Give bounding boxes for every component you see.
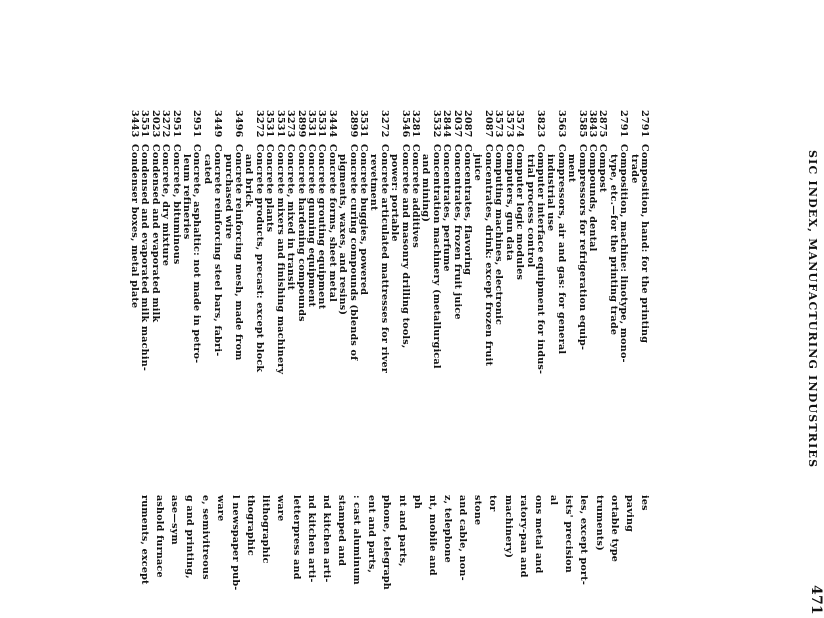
index-entry (555, 110, 567, 354)
index-entry (607, 110, 619, 335)
page-number: 471 (808, 585, 824, 615)
entry-text: Compressors for refrigeration equip- (576, 144, 588, 351)
entry-text: Composition, machine: linotype, mono- (618, 144, 630, 363)
index-entry (399, 110, 411, 348)
entry-text: leum refineries (181, 154, 193, 240)
sic-code: 3573 (493, 110, 505, 138)
sic-code: 3272 (378, 110, 390, 138)
index-entry (138, 110, 150, 371)
sic-code: 2875 (597, 110, 609, 138)
index-entry (576, 110, 588, 350)
entry-text: juice (472, 154, 484, 182)
index-entry (315, 110, 327, 309)
entry-text: Condensed and evaporated milk (149, 144, 161, 323)
entry-text: pigments, waxes, and resins) (337, 154, 349, 316)
left-entry: ware (214, 495, 226, 522)
index-entry (243, 110, 255, 207)
index-entry (128, 110, 140, 308)
sic-code: 3272 (253, 110, 265, 138)
index-entry (367, 110, 379, 211)
sic-code: 3574 (514, 110, 526, 138)
entry-text: purchased wire (222, 154, 234, 240)
entry-text: Condensed and evaporated milk machin- (139, 144, 151, 372)
index-entry (534, 110, 546, 374)
sic-code: 3531 (274, 110, 286, 138)
index-entry (378, 110, 390, 373)
index-entry (263, 110, 275, 232)
left-entry: thographic (245, 495, 257, 556)
index-entry (305, 110, 317, 307)
index-entry (274, 110, 286, 374)
index-entry (440, 110, 452, 272)
index-entry (295, 110, 307, 322)
left-entry: phone, telegraph (381, 495, 393, 590)
sic-code: 3843 (586, 110, 598, 138)
index-entry (284, 110, 296, 290)
sic-code: 2899 (295, 110, 307, 138)
index-entry (326, 110, 338, 302)
index-entry (586, 110, 598, 252)
left-entry: al (548, 495, 560, 506)
index-entry (596, 110, 608, 193)
left-entry: les, except port- (578, 495, 590, 586)
sic-code: 2791 (639, 110, 650, 138)
left-entry: l newspaper pub- (229, 495, 241, 591)
sic-code: 3823 (534, 110, 546, 138)
index-entry (170, 110, 182, 265)
sic-code: 3585 (576, 110, 588, 138)
entry-text: Computer interface equipment for indus- (534, 144, 546, 375)
sic-code: 3449 (212, 110, 224, 138)
index-entry (336, 110, 348, 315)
index-entry (232, 110, 244, 361)
index-entry (347, 110, 359, 360)
left-entry: stone (472, 495, 484, 526)
entry-text: Composition, hand: for the printing (639, 144, 650, 344)
index-entry (524, 110, 536, 268)
entry-text: Concentrates, frozen fruit juice (451, 144, 463, 320)
index-entry (211, 110, 223, 356)
sic-code: 3563 (555, 110, 567, 138)
entry-text: Concrete curing compounds (blends of (347, 144, 359, 361)
sic-code: 2951 (170, 110, 182, 138)
index-entry (544, 110, 556, 231)
index-entry (357, 110, 369, 295)
entry-text: Concentration machinery (metallurgical (430, 144, 442, 369)
entry-text: cated (201, 154, 213, 185)
index-entry (565, 110, 577, 182)
left-entry: machinery) (502, 495, 514, 559)
index-entry (461, 110, 473, 275)
sic-code: 3273 (285, 110, 297, 138)
entry-text: Condenser boxes, metal plate (129, 144, 140, 309)
left-entry: : cast aluminum (351, 495, 363, 585)
entry-text: Concrete reinforcing steel bars, fabri- (212, 144, 224, 357)
index-entry (222, 110, 234, 239)
entry-text: type, etc.—for the printing trade (607, 154, 619, 336)
index-entry (492, 110, 504, 325)
left-entry: nd kitchen arti- (305, 495, 317, 583)
index-entry (149, 110, 161, 322)
entry-text: Concrete, dry mixture (160, 144, 172, 267)
left-entry: tor (487, 495, 499, 512)
left-entry: and cable, non- (457, 495, 469, 581)
entry-text: Compost (597, 144, 609, 193)
index-entry (253, 110, 265, 372)
sic-code: 2791 (618, 110, 630, 138)
left-entry: ruments, except (139, 495, 150, 585)
left-entry: nt, mobile and (426, 495, 438, 576)
left-entry: ists' precision (563, 495, 575, 573)
left-entry: ortable type (608, 495, 620, 563)
index-entry (409, 110, 421, 248)
index-entry (388, 110, 400, 242)
sic-code: 3272 (160, 110, 172, 138)
left-entry: nd kitchen arti- (320, 495, 332, 583)
entry-text: Concrete, asphaltic: not made in petro- (191, 144, 203, 364)
left-entry: ons metal and (532, 495, 544, 574)
index-entry (638, 110, 650, 343)
sic-code: 2087 (482, 110, 494, 138)
entry-text: Concrete articulated mattresses for river (378, 144, 390, 374)
index-entry (190, 110, 202, 363)
left-entry: truments) (593, 495, 605, 551)
left-entry: ies (639, 495, 650, 511)
index-entry (513, 110, 525, 280)
entry-text: power: portable (389, 154, 401, 242)
sic-code: 3531 (357, 110, 369, 138)
left-entry: letterpress and (290, 495, 302, 580)
sic-code: 3573 (503, 110, 515, 138)
header-title: SIC INDEX, MANUFACTURING INDUSTRIES (806, 150, 819, 469)
running-header (806, 150, 818, 468)
entry-text: and mining) (420, 154, 432, 223)
left-entry: ratory-pan and (517, 495, 529, 578)
sic-code: 3281 (410, 110, 422, 138)
index-entry (503, 110, 515, 261)
entry-text: Concrete hardening compounds (295, 144, 307, 322)
entry-text: Compounds, dental (586, 144, 598, 252)
left-entry: nt and parts, (396, 495, 408, 567)
index-entry (628, 110, 640, 184)
entry-text: trial process control (524, 154, 536, 268)
sic-code: 3546 (399, 110, 411, 138)
entry-text: and brick (243, 154, 255, 207)
index-entry (419, 110, 431, 222)
entry-text: industrial use (545, 154, 557, 232)
index-entry (201, 110, 213, 184)
entry-text: Concrete and masonry drilling tools, (399, 144, 411, 349)
entry-text: Computers, gun data (503, 144, 515, 261)
sic-code: 3444 (326, 110, 338, 138)
sic-code: 2037 (451, 110, 463, 138)
sic-code: 3531 (264, 110, 276, 138)
index-entry (180, 110, 192, 239)
left-entry: lithographic (260, 495, 272, 564)
entry-text: Concentrates, perfume (441, 144, 453, 272)
entry-text: ment (566, 154, 578, 183)
entry-text: Concrete forms, sheet metal (326, 144, 338, 303)
sic-code: 2087 (462, 110, 474, 138)
left-entry: e, semivitreous (199, 495, 211, 580)
index-entry (617, 110, 629, 363)
left-entry: ph (411, 495, 423, 510)
entry-text: Concrete additives (410, 144, 422, 248)
entry-text: revetment (368, 154, 380, 211)
index-entry (482, 110, 494, 366)
entry-text: Computing machines, electronic (493, 144, 505, 325)
left-entry: ase—sym (169, 495, 181, 545)
entry-text: trade (628, 154, 640, 184)
entry-text: Concentrates, drink: except frozen fruit (482, 144, 494, 367)
left-entry: z, telephone (442, 495, 454, 563)
entry-text: Concrete plants (264, 144, 276, 233)
entry-text: Concrete grouting equipment (316, 144, 328, 310)
entry-text: Concrete gunning equipment (305, 144, 317, 308)
entry-text: Concentrates, flavoring (462, 144, 474, 276)
sic-code: 3532 (430, 110, 442, 138)
left-entry: ware (275, 495, 287, 522)
entry-text: Concrete products, precast: except block (253, 144, 265, 373)
left-entry: paving (623, 495, 635, 533)
index-entry (471, 110, 483, 181)
entry-text: Concrete buggies, powered (357, 144, 369, 296)
left-entry: g and printing, (184, 495, 196, 579)
entry-text: Concrete, bituminous (170, 144, 182, 265)
sic-code: 3531 (305, 110, 317, 138)
left-entry: ashold furnace (154, 495, 166, 578)
sic-code: 3443 (129, 110, 140, 138)
index-entry (451, 110, 463, 320)
sic-code: 2023 (149, 110, 161, 138)
sic-code: 2844 (441, 110, 453, 138)
left-entry: ent and parts, (366, 495, 378, 574)
left-entry: stamped and (335, 495, 347, 567)
sic-code: 3496 (233, 110, 245, 138)
sic-code: 3531 (316, 110, 328, 138)
entry-text: Concrete mixers and finishing machinery (274, 144, 286, 375)
index-entry (159, 110, 171, 266)
sic-code: 3551 (139, 110, 151, 138)
entry-text: Computer logic modules (514, 144, 526, 281)
entry-text: Concrete reinforcing mesh, made from (233, 144, 245, 361)
entry-text: Compressors, air and gas: for general (555, 144, 567, 355)
sic-code: 2899 (347, 110, 359, 138)
index-entry (430, 110, 442, 369)
sic-code: 2951 (191, 110, 203, 138)
entry-text: Concrete, mixed in transit (285, 144, 297, 291)
